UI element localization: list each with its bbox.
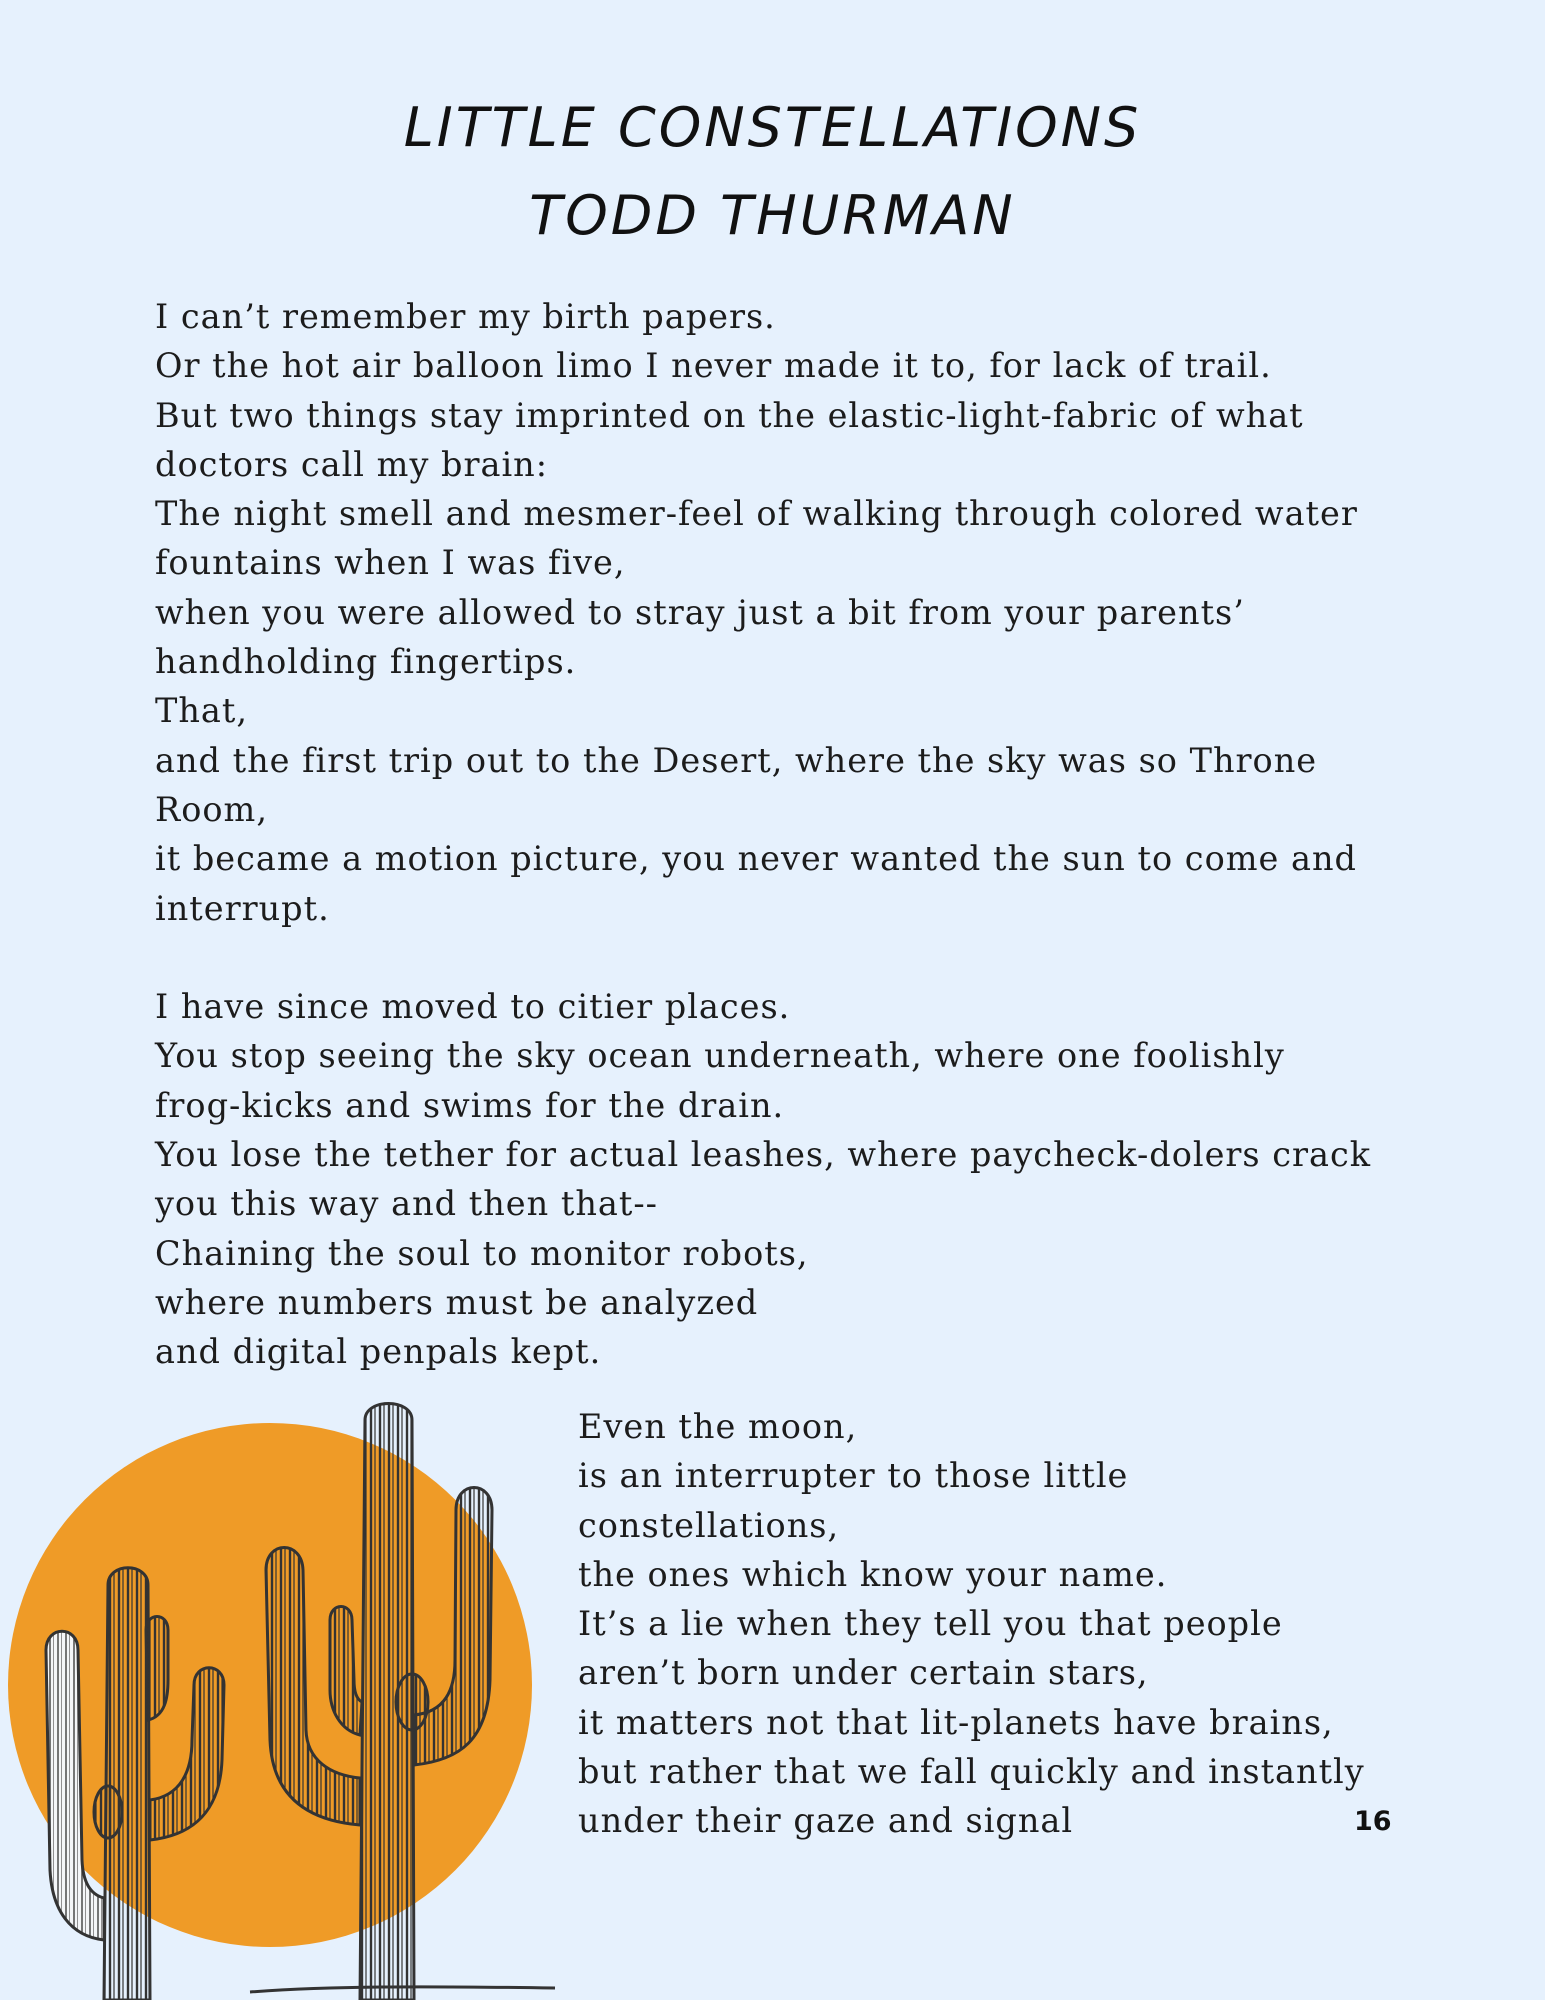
poem-line: frog-kicks and swims for the drain.	[155, 1085, 785, 1125]
poem-author: TODD THURMAN	[529, 184, 1016, 247]
poem-line: is an interrupter to those little	[578, 1456, 1129, 1496]
poem-line: It’s a lie when they tell you that people	[578, 1604, 1283, 1644]
poem-line: constellations,	[578, 1505, 840, 1545]
stanza-3	[578, 1402, 1398, 1846]
stanza-gap	[155, 933, 1415, 982]
poem-body-bottom	[578, 1402, 1398, 1846]
poem-line: the ones which know your name.	[578, 1554, 1168, 1594]
page-number: 16	[1354, 1806, 1392, 1837]
stanza-2	[155, 982, 1415, 1376]
poem-line: it matters not that lit-planets have brains,	[578, 1702, 1334, 1742]
poem-line: when you were allowed to stray just a bit from your parents’	[155, 592, 1245, 632]
poem-line: Room,	[155, 789, 268, 829]
poem-line: You lose the tether for actual leashes, where paycheck-dolers crack	[155, 1135, 1372, 1175]
stanza-1	[155, 292, 1415, 933]
poem-line: it became a motion picture, you never wanted the sun to come and	[155, 839, 1357, 879]
poem-line: That,	[155, 691, 249, 731]
poem-line: and the first trip out to the Desert, where the sky was so Throne	[155, 740, 1318, 780]
poem-line: But two things stay imprinted on the elastic-light-fabric of what	[155, 395, 1304, 435]
desert-illustration	[0, 1380, 560, 2000]
poem-line: I can’t remember my birth papers.	[155, 297, 776, 336]
poem-title-block	[0, 84, 1545, 260]
poem-line: but rather that we fall quickly and instantly	[578, 1752, 1365, 1792]
poem-title: LITTLE CONSTELLATIONS	[403, 96, 1142, 159]
poem-line: interrupt.	[155, 888, 330, 928]
poem-line: Chaining the soul to monitor robots,	[155, 1233, 809, 1273]
poem-line: I have since moved to citier places.	[155, 987, 791, 1027]
poem-line: and digital penpals kept.	[155, 1332, 602, 1372]
poem-line: under their gaze and signal	[578, 1801, 1074, 1841]
poem-body-top	[155, 292, 1415, 1377]
poem-line: Or the hot air balloon limo I never made it to, for lack of trail.	[155, 346, 1272, 386]
poem-line: The night smell and mesmer-feel of walking through colored water	[155, 494, 1358, 534]
poem-line: aren’t born under certain stars,	[578, 1653, 1149, 1693]
poem-line: you this way and then that--	[155, 1184, 658, 1224]
poem-line: handholding fingertips.	[155, 642, 577, 682]
poem-line: You stop seeing the sky ocean underneath, where one foolishly	[155, 1036, 1285, 1076]
poem-line: fountains when I was five,	[155, 543, 626, 583]
poem-line: Even the moon,	[578, 1407, 858, 1446]
poem-line: doctors call my brain:	[155, 444, 549, 484]
poem-line: where numbers must be analyzed	[155, 1282, 759, 1322]
